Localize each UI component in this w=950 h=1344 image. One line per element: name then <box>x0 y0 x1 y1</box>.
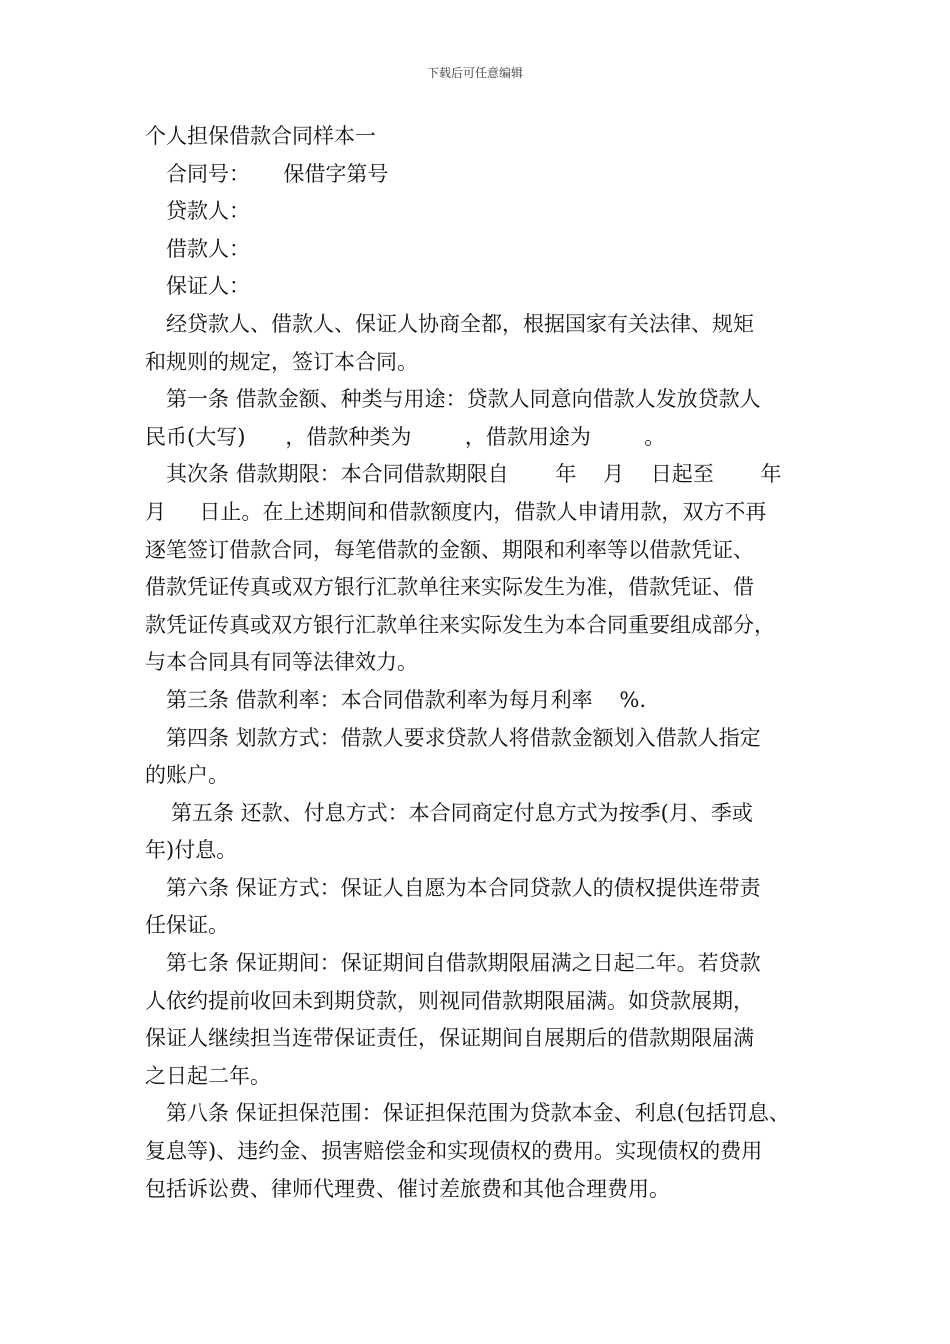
article-7-line: 人依约提前收回未到期贷款，则视同借款期限届满。如贷款展期， <box>145 988 754 1013</box>
article-4-line: 的账户。 <box>145 763 229 788</box>
article-2-line: 与本合同具有同等法律效力。 <box>145 650 418 675</box>
article-2-line: 月 日止。在上述期间和借款额度内，借款人申请用款，双方不再 <box>145 499 767 524</box>
article-1-line: 第一条 借款金额、种类与用途：贷款人同意向借款人发放贷款人 <box>166 387 761 412</box>
contract-body <box>145 118 835 1208</box>
article-5-line: 第五条 还款、付息方式：本合同商定付息方式为按季(月、季或 <box>171 800 753 825</box>
article-2-line: 款凭证传真或双方银行汇款单往来实际发生为本合同重要组成部分， <box>145 612 775 637</box>
contract-title: 个人担保借款合同样本一 <box>145 124 376 148</box>
article-8-line: 第八条 保证担保范围：保证担保范围为贷款本金、利息(包括罚息、 <box>166 1101 790 1126</box>
article-7-line: 之日起二年。 <box>145 1063 271 1088</box>
header-note: 下载后可任意编辑 <box>426 66 523 80</box>
article-1-line: 民币(大写) ，借款种类为 ，借款用途为 。 <box>145 424 666 449</box>
article-8-line: 包括诉讼费、律师代理费、催讨差旅费和其他合理费用。 <box>145 1176 670 1201</box>
article-5-line: 年)付息。 <box>145 838 238 863</box>
article-6-line: 第六条 保证方式：保证人自愿为本合同贷款人的债权提供连带责 <box>166 875 761 900</box>
contract-number: 合同号： 保借字第号 <box>166 161 389 186</box>
article-2-line: 借款凭证传真或双方银行汇款单往来实际发生为准，借款凭证、借 <box>145 575 754 600</box>
article-4-line: 第四条 划款方式：借款人要求贷款人将借款金额划入借款人指定 <box>166 725 761 750</box>
article-7-line: 保证人继续担当连带保证责任，保证期间自展期后的借款期限届满 <box>145 1026 754 1051</box>
article-3-line: 第三条 借款利率：本合同借款利率为每月利率 %. <box>166 687 647 712</box>
article-2-line: 其次条 借款期限：本合同借款期限自 年 月 日起至 年 <box>166 462 782 487</box>
preamble-line: 经贷款人、借款人、保证人协商全都，根据国家有关法律、规矩 <box>166 311 754 336</box>
preamble-line: 和规则的规定，签订本合同。 <box>145 349 418 374</box>
article-2-line: 逐笔签订借款合同，每笔借款的金额、期限和利率等以借款凭证、 <box>145 537 754 562</box>
article-8-line: 复息等)、违约金、损害赔偿金和实现债权的费用。实现债权的费用 <box>145 1139 763 1164</box>
borrower-field: 借款人： <box>166 236 250 261</box>
article-6-line: 任保证。 <box>145 913 229 938</box>
article-7-line: 第七条 保证期间：保证期间自借款期限届满之日起二年。若贷款 <box>166 951 761 976</box>
lender-field: 贷款人： <box>166 199 250 224</box>
guarantor-field: 保证人： <box>166 274 250 299</box>
